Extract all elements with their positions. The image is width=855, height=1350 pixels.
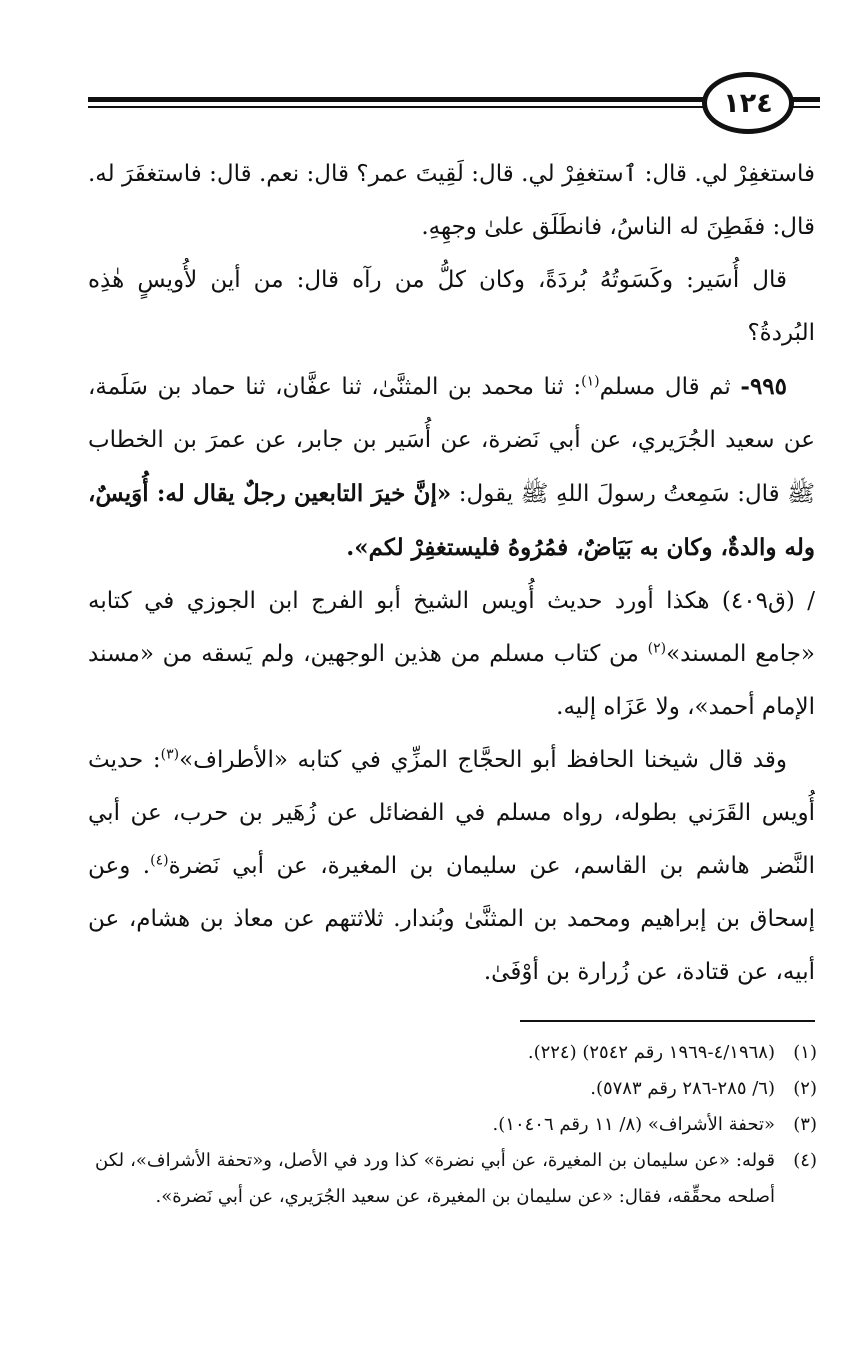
footnote-text: «تحفة الأشراف» (٨/ ١١ رقم ١٠٤٠٦).	[492, 1114, 775, 1135]
p3-text-a: ثم قال مسلم	[599, 374, 741, 400]
footnote-ref-4: (٤)	[150, 852, 169, 869]
footnote-number: (٣)	[793, 1114, 817, 1135]
p5-text-c: . وعن إسحاق بن إبراهيم ومحمد بن المثنَّىٰ وبُندار. ثلاثتهم عن معاذ بن هشام، عن أبيه، عن قتادة، عن زُرارة بن أوْفَىٰ.	[88, 853, 815, 985]
footnote-separator	[520, 1020, 815, 1022]
hadith-quote: «إنَّ خيرَ التابعين رجلٌ يقال له: أُوَيسٌ، وله والدةٌ، وكان به بَيَاضٌ، فمُرُوهُ فليستغفِرْ لكم».	[88, 480, 815, 561]
p5-text-b: : حديث أُويس القَرَني بطوله، رواه مسلم في الفضائل عن زُهَير بن حرب، عن أبي النَّضر هاشم بن القاسم، عن سليمان بن المغيرة، عن أبي نَضرة	[88, 747, 816, 879]
footnote-1	[95, 1035, 817, 1071]
footnote-4	[95, 1143, 817, 1215]
paragraph-4	[88, 575, 815, 734]
footnote-number: (١)	[793, 1042, 817, 1063]
footnote-number: (٢)	[793, 1078, 817, 1099]
header-rule-thin	[88, 106, 708, 108]
paragraph-3	[88, 360, 815, 575]
footnote-ref-2: (٢)	[647, 640, 667, 657]
footnote-3	[95, 1107, 817, 1143]
p4-text-a: / (ق٤٠٩) هكذا أورد حديث أُويس الشيخ أبو الفرج ابن الجوزي في كتابه «جامع المسند»	[88, 588, 816, 667]
main-text	[88, 148, 815, 999]
p3-text-b: : ثنا محمد بن المثنَّىٰ، ثنا عفَّان، ثنا حماد بن سَلَمة، عن سعيد الجُرَيري، عن أبي نَضرة، عن أُسَير بن جابر، عن عمرَ بن الخطاب ﷺ قال: سَمِعتُ رسولَ اللهِ ﷺ يقول:	[88, 374, 815, 507]
paragraph-5	[88, 734, 815, 999]
footnote-2	[95, 1071, 817, 1107]
page-header	[0, 0, 855, 140]
footnote-text: قوله: «عن سليمان بن المغيرة، عن أبي نضرة» كذا ورد في الأصل، و«تحفة الأشراف»، لكن أصلحه محقِّقه، فقال: «عن سليمان بن المغيرة، عن سعيد الجُرَيري، عن أبي نَضرة».	[95, 1150, 775, 1207]
footnote-text: (٤/١٩٦٨-١٩٦٩ رقم ٢٥٤٢) (٢٢٤).	[527, 1042, 775, 1063]
header-rule-thick	[88, 97, 708, 102]
p5-text-a: وقد قال شيخنا الحافظ أبو الحجَّاج المزِّي في كتابه «الأطراف»	[179, 747, 787, 773]
paragraph-1: فاستغفِرْ لي. قال: ٱستغفِرْ لي. قال: لَقِيتَ عمر؟ قال: نعم. قال: فاستغفَرَ له. قال: ففَطِنَ له الناسُ، فانطَلَق علىٰ وجهِهِ.	[88, 161, 815, 240]
header-rule-right-thin	[790, 106, 820, 108]
footnote-number: (٤)	[793, 1150, 817, 1171]
footnote-ref-3: (٣)	[160, 746, 180, 763]
footnote-ref-1: (١)	[581, 373, 600, 390]
hadith-number: ٩٩٥-	[740, 373, 787, 400]
page-number: ١٢٤	[702, 72, 794, 134]
header-rule-right-thick	[790, 97, 820, 102]
paragraph-2: قال أُسَير: وكَسَوتُهُ بُردَةً، وكان كلُّ من رآه قال: من أين لأُويسٍ هٰذِه البُردةُ؟	[88, 267, 815, 346]
p4-text-b: من كتاب مسلم من هذين الوجهين، ولم يَسقه من «مسند الإمام أحمد»، ولا عَزَاه إليه.	[88, 641, 815, 720]
footnotes	[95, 1035, 817, 1215]
footnote-text: (٦/ ٢٨٥-٢٨٦ رقم ٥٧٨٣).	[590, 1078, 775, 1099]
